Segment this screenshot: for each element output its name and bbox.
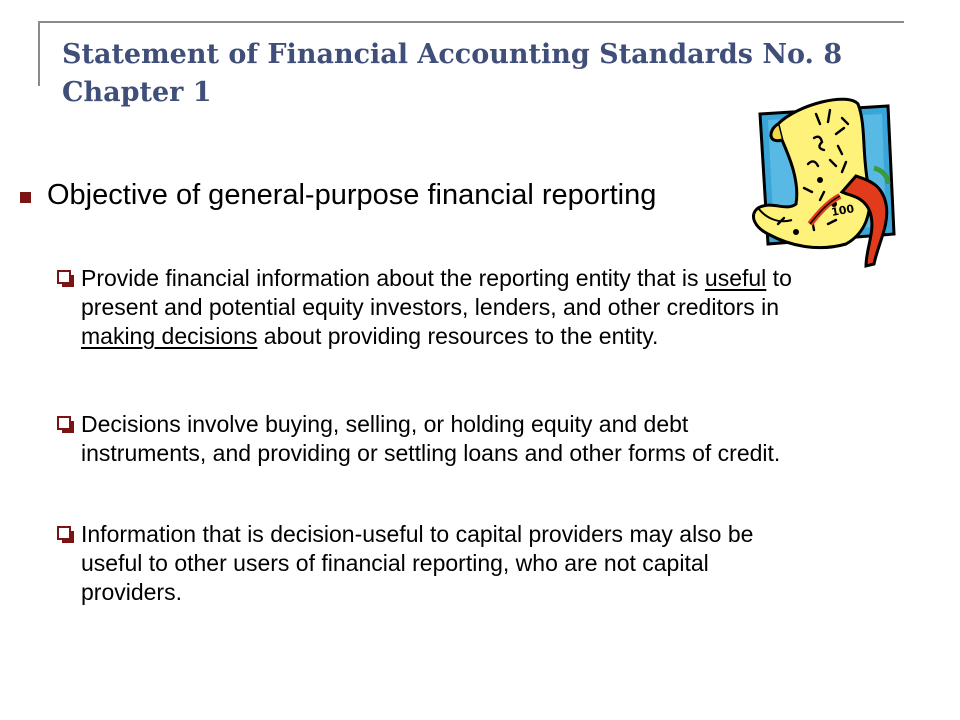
- checkbox-bullet-icon: [57, 416, 71, 430]
- checkbox-bullet-icon: [57, 526, 71, 540]
- scroll-number-text: 100: [830, 202, 856, 219]
- title-frame-top-line: [38, 21, 904, 23]
- title-line-2: Chapter 1: [62, 77, 212, 108]
- financial-scroll-clipart-icon: [738, 84, 900, 284]
- subpoint-1-part-1: Provide financial information about the reporting entity that is: [81, 265, 705, 291]
- square-bullet-icon: [20, 192, 31, 203]
- subpoint-1-text: [81, 264, 811, 351]
- subpoint-1-emphasis-making-decisions: making decisions: [81, 323, 258, 349]
- subpoint-2-text: Decisions involve buying, selling, or holding equity and debt instruments, and providing or settling loans and other forms of credit.: [81, 411, 781, 466]
- main-bullet-text: Objective of general-purpose financial reporting: [47, 179, 657, 211]
- checkbox-bullet-icon: [57, 270, 71, 284]
- subpoint-1-part-3: about providing resources to the entity.: [257, 323, 659, 349]
- subpoint-3-text: Information that is decision-useful to capital providers may also be useful to other users of financial reporting, who are not capital providers.: [81, 521, 754, 605]
- subpoint-1-part-2: to present and potential equity investors, lenders, and other creditors in: [81, 265, 792, 320]
- subpoint-1-emphasis-useful: useful: [704, 265, 767, 291]
- title-line-1: Statement of Financial Accounting Standards No. 8: [62, 39, 843, 70]
- title-frame-left-line: [38, 21, 40, 86]
